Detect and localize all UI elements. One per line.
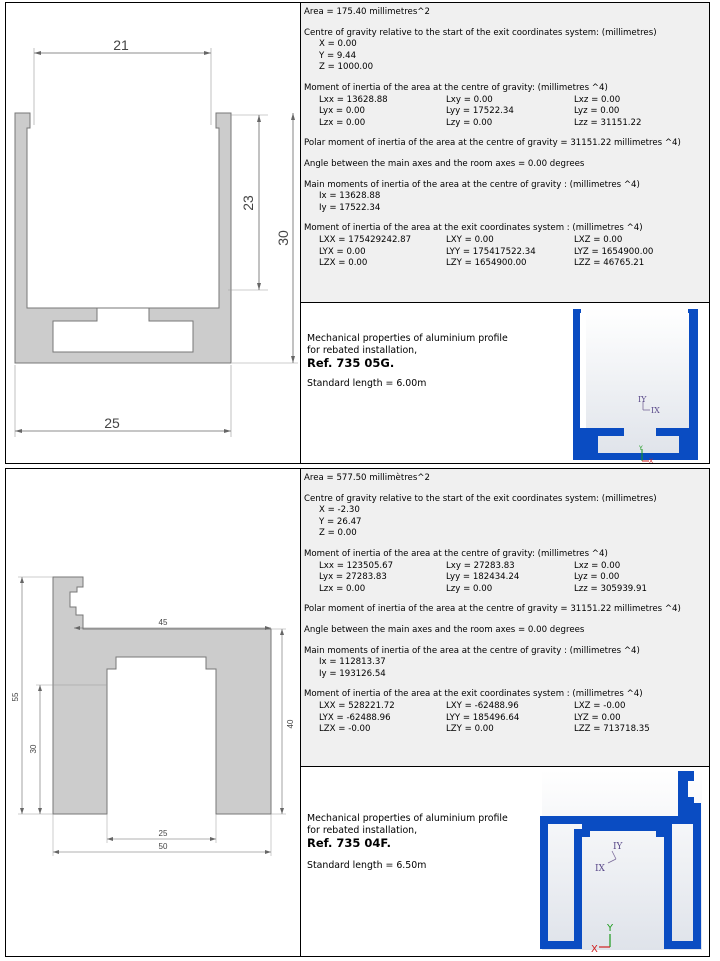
dim-height: 30 (275, 230, 291, 246)
angle: Angle between the main axes and the room axes = 0.00 degrees (304, 624, 585, 635)
main-ix: Ix = 112813.37 (319, 657, 386, 668)
profile-thumbnail (528, 303, 709, 463)
cog-title: Centre of gravity relative to the start of the exit coordinates system: (millimetres) (304, 27, 657, 38)
profile-drawing (6, 3, 301, 463)
origin-label-y: Y (607, 923, 614, 934)
moi-cog-title: Moment of inertia of the area at the centre of gravity: (millimetres ^4) (304, 82, 608, 93)
properties-panel (301, 469, 709, 767)
cog-x: X = -2.30 (319, 505, 360, 516)
origin-label-x: X (649, 458, 654, 463)
description-line2: for rebated installation, (307, 344, 418, 356)
moi-exit-row: LZX = -0.00 LZY = 0.00 LZZ = 713718.35 (319, 724, 650, 735)
axis-label-ix: IX (651, 406, 660, 415)
cog-y: Y = 9.44 (319, 50, 357, 61)
moi-exit-row: LXX = 528221.72 LXY = -62488.96 LXZ = -0.00 (319, 700, 626, 711)
thumbnail-render (528, 303, 709, 463)
axis-label-iy: IY (613, 842, 623, 852)
angle: Angle between the main axes and the room axes = 0.00 degrees (304, 158, 585, 169)
polar-moment: Polar moment of inertia of the area at the centre of gravity = 31151.22 millimetres ^4) (304, 604, 681, 615)
moi-cog-row: Lyx = 27283.83 Lyy = 182434.24 Lyz = 0.00 (319, 572, 620, 583)
cog-z: Z = 0.00 (319, 528, 357, 539)
cog-z: Z = 1000.00 (319, 62, 374, 73)
profile-cross-section (6, 469, 300, 956)
profile-sheet-735-04f (5, 468, 710, 957)
cog-title: Centre of gravity relative to the start of the exit coordinates system: (millimetres) (304, 493, 657, 504)
moi-cog-row: Lyx = 0.00 Lyy = 17522.34 Lyz = 0.00 (319, 106, 620, 117)
profile-shape (15, 113, 231, 363)
profile-info (301, 303, 529, 463)
moi-exit-row: LYX = 0.00 LYY = 175417522.34 LYZ = 1654900.00 (319, 246, 654, 257)
area: Area = 175.40 millimetres^2 (304, 7, 430, 17)
reference: Ref. 735 05G. (307, 356, 395, 371)
properties-panel (301, 3, 709, 303)
dim-height: 55 (11, 692, 20, 702)
moi-cog-title: Moment of inertia of the area at the centre of gravity: (millimetres ^4) (304, 548, 608, 559)
moi-cog-row: Lxx = 123505.67 Lxy = 27283.83 Lxz = 0.00 (319, 560, 621, 571)
moi-exit-row: LZX = 0.00 LZY = 1654900.00 LZZ = 46765.21 (319, 258, 645, 269)
dim-leg: 30 (29, 744, 38, 754)
axis-label-iy: IY (638, 395, 647, 404)
dim-bottom: 50 (158, 842, 168, 851)
standard-length: Standard length = 6.50m (307, 860, 427, 872)
dim-top: 21 (113, 37, 129, 53)
description-line1: Mechanical properties of aluminium profile (307, 813, 508, 824)
area: Area = 577.50 millimètres^2 (304, 473, 430, 483)
moi-exit-row: LXX = 175429242.87 LXY = 0.00 LXZ = 0.00 (319, 234, 623, 245)
cog-y: Y = 26.47 (319, 516, 362, 527)
polar-moment: Polar moment of inertia of the area at the centre of gravity = 31151.22 millimetres ^4) (304, 138, 681, 149)
origin-label-y: Y (639, 445, 643, 452)
profile-cross-section (6, 3, 300, 463)
moi-exit-title: Moment of inertia of the area at the exit coordinates system : (millimetres ^4) (304, 689, 643, 700)
moi-cog-row: Lzx = 0.00 Lzy = 0.00 Lzz = 31151.22 (319, 117, 642, 128)
dim-inner-height: 23 (240, 195, 256, 211)
standard-length: Standard length = 6.00m (307, 378, 427, 390)
thumbnail-render (528, 767, 709, 956)
reference: Ref. 735 04F. (307, 836, 391, 851)
description-line2: for rebated installation, (307, 824, 418, 836)
moi-exit-title: Moment of inertia of the area at the exit coordinates system : (millimetres ^4) (304, 223, 643, 234)
dim-right: 40 (286, 719, 295, 729)
dim-bottom: 25 (104, 415, 120, 431)
dim-top: 45 (158, 618, 168, 627)
cog-x: X = 0.00 (319, 39, 357, 50)
profile-drawing (6, 469, 301, 956)
moi-cog-row: Lzx = 0.00 Lzy = 0.00 Lzz = 305939.91 (319, 583, 647, 594)
moi-exit-row: LYX = -62488.96 LYY = 185496.64 LYZ = 0.00 (319, 712, 621, 723)
profile-shape (53, 577, 271, 814)
dim-slot: 25 (158, 829, 168, 838)
description-line1: Mechanical properties of aluminium profile (307, 333, 508, 344)
profile-sheet-735-05g (5, 2, 710, 464)
main-iy: Iy = 17522.34 (319, 202, 381, 213)
axis-label-ix: IX (595, 864, 605, 874)
main-iy: Iy = 193126.54 (319, 668, 386, 679)
origin-label-x: X (591, 944, 598, 955)
main-moments-title: Main moments of inertia of the area at the centre of gravity : (millimetres ^4) (304, 179, 640, 190)
profile-info (301, 767, 529, 956)
main-ix: Ix = 13628.88 (319, 191, 381, 202)
moi-cog-row: Lxx = 13628.88 Lxy = 0.00 Lxz = 0.00 (319, 94, 621, 105)
main-moments-title: Main moments of inertia of the area at the centre of gravity : (millimetres ^4) (304, 645, 640, 656)
profile-thumbnail (528, 767, 709, 956)
